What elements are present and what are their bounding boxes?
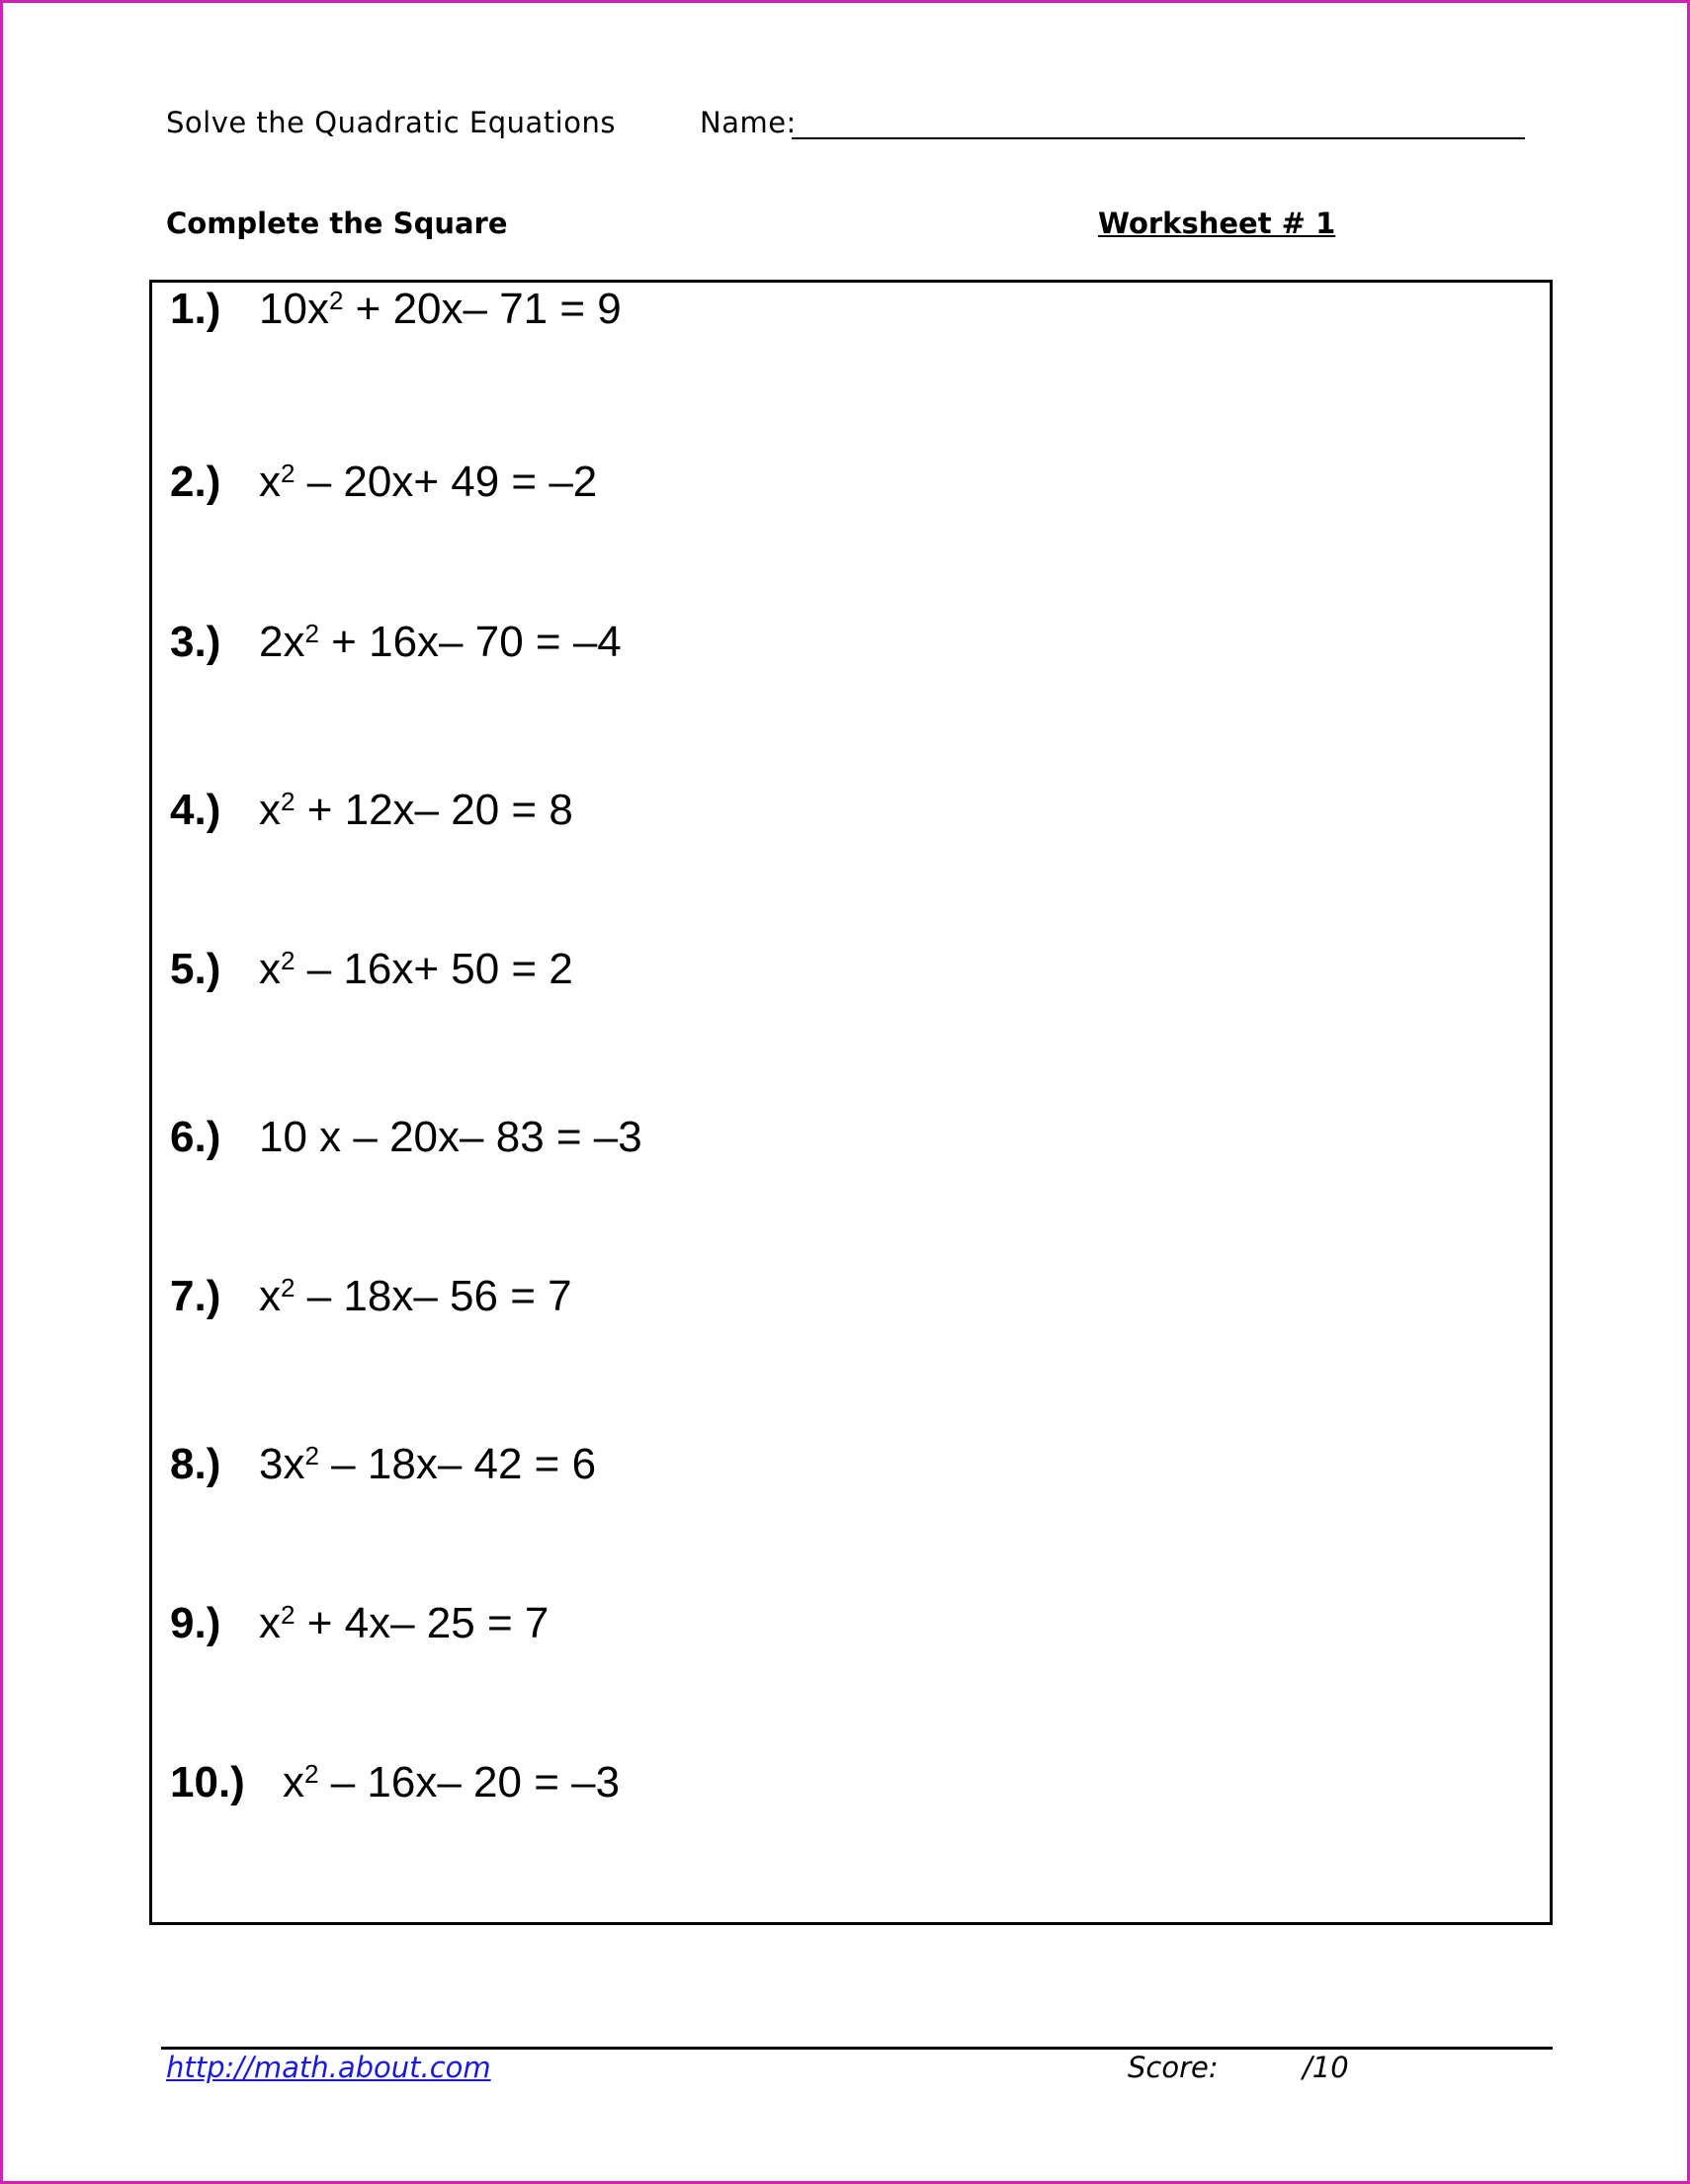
problem-box	[149, 280, 1553, 1925]
equation: $x^2 - 18x-$ 56 = 7	[259, 1272, 572, 1320]
problem-item	[170, 1758, 620, 1807]
problem-number: 9.)	[170, 1599, 221, 1647]
problem-item	[170, 786, 573, 835]
score-label: Score:	[1128, 2051, 1219, 2084]
problem-item	[170, 945, 573, 994]
score-total: /10	[1303, 2051, 1349, 2084]
worksheet-title: Solve the Quadratic Equations	[166, 106, 616, 139]
equation: $x^2 - 16x+ 50 = 2$	[259, 945, 573, 993]
name-blank-line	[792, 137, 1525, 139]
problem-item	[170, 618, 622, 667]
equation: $10x^2 + 20x-$ 71 = 9	[259, 285, 622, 333]
equation: $x^2 + 4x-$ 25 = 7	[259, 1599, 549, 1647]
problem-item	[170, 1113, 642, 1162]
equation: $3x^2 - 18x-$ 42 = 6	[259, 1440, 597, 1488]
problem-number: 8.)	[170, 1440, 221, 1488]
equation: $x^2 - 20x+ 49 = -2$	[259, 458, 598, 506]
problem-item	[170, 285, 622, 334]
equation: $x^2 + 12x-$ 20 = 8	[259, 786, 573, 834]
problem-number: 10.)	[170, 1758, 245, 1806]
problem-number: 2.)	[170, 458, 221, 506]
worksheet-number: Worksheet # 1	[1098, 207, 1336, 240]
problem-number: 1.)	[170, 285, 221, 333]
problem-number: 3.)	[170, 618, 221, 666]
section-title: Complete the Square	[166, 207, 508, 240]
problem-item	[170, 1599, 549, 1648]
equation: $2x^2 + 16x-$ 70 = –4	[259, 618, 622, 666]
source-link[interactable]: http://math.about.com	[166, 2051, 491, 2084]
name-label: Name:	[700, 106, 797, 139]
equation: $x^2 - 16x-$ 20 = –3	[283, 1758, 621, 1806]
problem-item	[170, 1272, 572, 1321]
problem-item	[170, 458, 597, 507]
footer-rule	[161, 2047, 1553, 2050]
problem-number: 7.)	[170, 1272, 221, 1320]
problem-number: 5.)	[170, 945, 221, 993]
equation: 10 x – 20x– 83 = –3	[259, 1113, 642, 1161]
problem-number: 6.)	[170, 1113, 221, 1161]
problem-item	[170, 1440, 596, 1489]
problem-number: 4.)	[170, 786, 221, 834]
